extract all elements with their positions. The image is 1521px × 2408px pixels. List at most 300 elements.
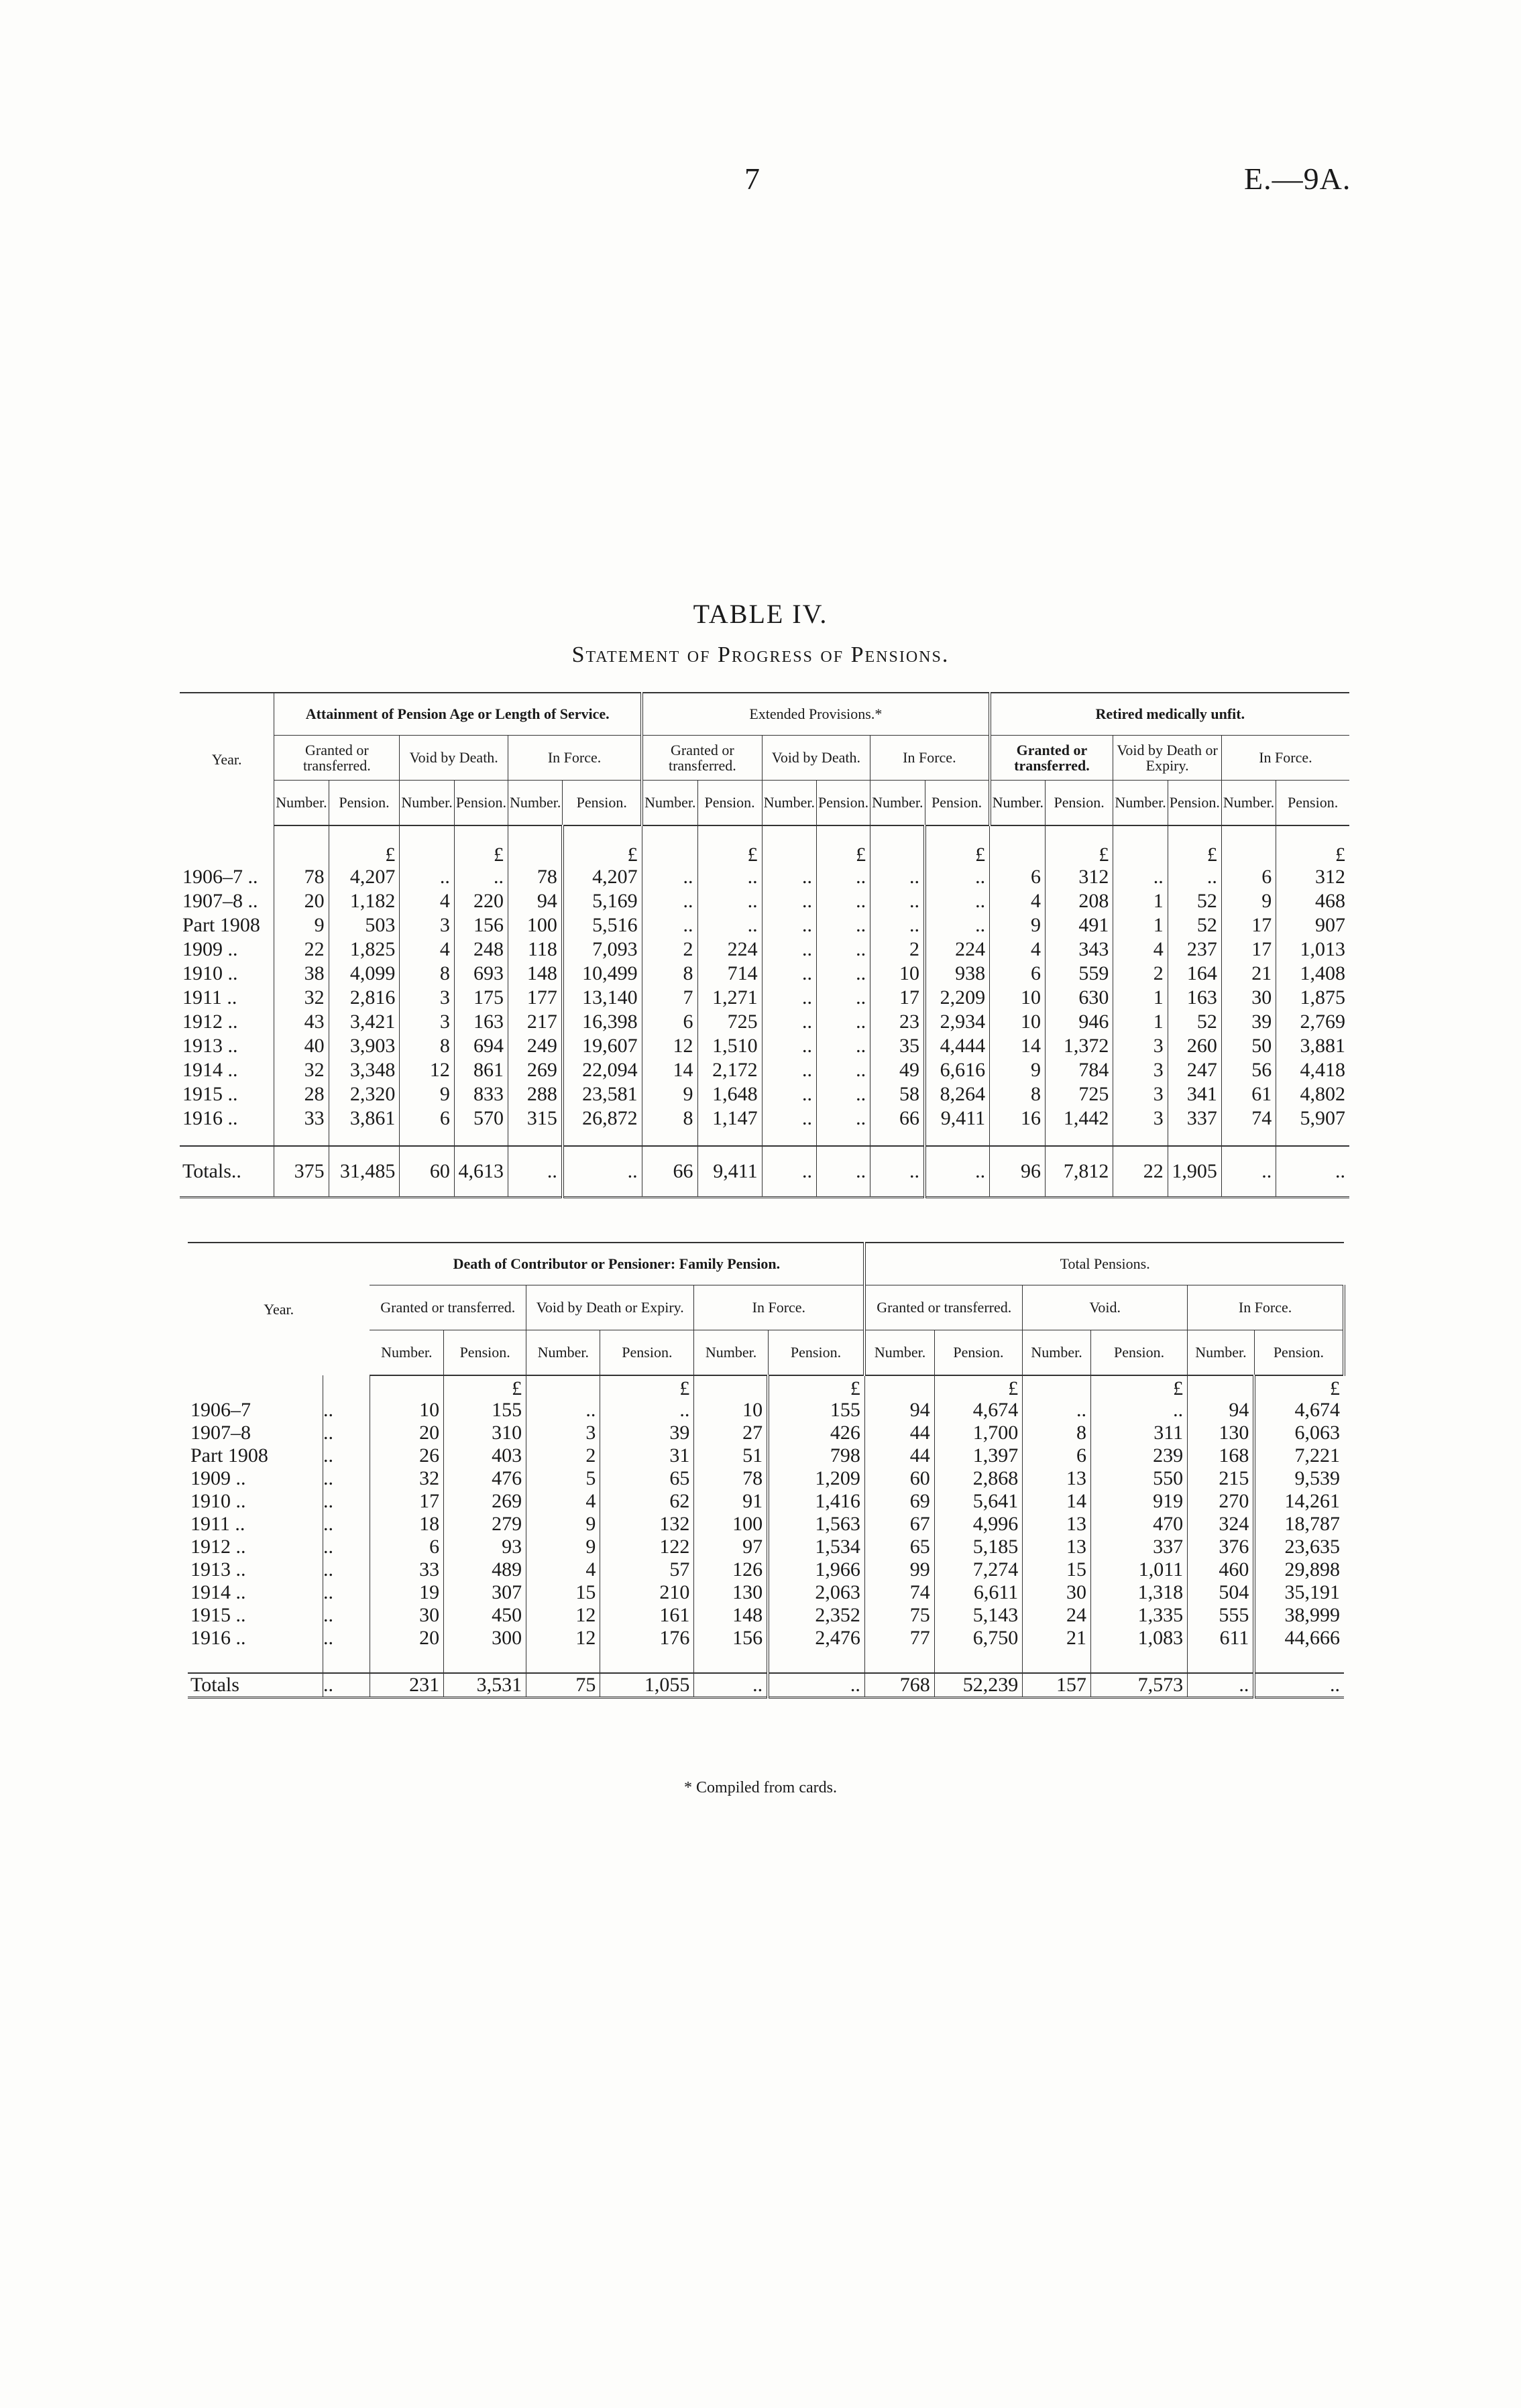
table-cell: .. bbox=[762, 1082, 816, 1106]
table-cell: 56 bbox=[1221, 1058, 1276, 1082]
row-spacer bbox=[188, 1650, 1344, 1673]
table-cell: 32 bbox=[274, 986, 329, 1010]
table-cell: 1 bbox=[1113, 913, 1168, 937]
table-cell: 33 bbox=[370, 1558, 443, 1581]
currency-symbol bbox=[400, 825, 454, 865]
table-cell: 1,563 bbox=[768, 1513, 864, 1536]
currency-symbol: £ bbox=[1045, 825, 1113, 865]
table-cell: 19,607 bbox=[563, 1034, 642, 1058]
spacer-cell bbox=[1276, 1131, 1349, 1146]
table-cell: 35,191 bbox=[1284, 1581, 1340, 1604]
table-cell: 155 bbox=[768, 1399, 864, 1422]
unit-header: Pension. bbox=[1168, 781, 1221, 826]
year-header: Year. bbox=[180, 693, 274, 825]
currency-symbol: £ bbox=[1335, 843, 1345, 866]
totals-cell: .. bbox=[694, 1673, 768, 1698]
table-cell: 51 bbox=[694, 1444, 768, 1467]
table-cell: .. bbox=[816, 913, 870, 937]
table-cell: 161 bbox=[600, 1604, 694, 1627]
table-cell: 12 bbox=[526, 1627, 600, 1650]
currency-symbol: £ bbox=[1330, 1377, 1340, 1399]
table-cell: 6 bbox=[1023, 1444, 1091, 1467]
table-cell: 94 bbox=[508, 889, 563, 913]
table-cell: 23,635 bbox=[1284, 1536, 1340, 1558]
table-cell: 1,147 bbox=[697, 1106, 762, 1131]
table-row bbox=[180, 913, 1349, 937]
unit-header: Pension. bbox=[925, 781, 990, 826]
table-row bbox=[188, 1536, 1344, 1558]
table-cell: 3,421 bbox=[329, 1010, 400, 1034]
table-cell: 1,534 bbox=[768, 1536, 864, 1558]
table-cell: 13,140 bbox=[563, 986, 642, 1010]
table-cell: 611 bbox=[1188, 1627, 1255, 1650]
table-cell: 163 bbox=[454, 1010, 508, 1034]
totals-cell: 768 bbox=[864, 1673, 934, 1698]
currency-symbol: £ bbox=[444, 1375, 526, 1399]
table-cell: 224 bbox=[697, 937, 762, 962]
currency-symbol: £ bbox=[1090, 1375, 1187, 1399]
table-cell: 270 bbox=[1188, 1490, 1255, 1513]
table-row bbox=[188, 1467, 1344, 1490]
table-cell: 503 bbox=[329, 913, 400, 937]
table-cell: 49 bbox=[870, 1058, 925, 1082]
table-cell: 9 bbox=[400, 1082, 454, 1106]
table-cell: 3 bbox=[1113, 1058, 1168, 1082]
table-cell: 217 bbox=[508, 1010, 563, 1034]
table-cell: .. bbox=[323, 1422, 370, 1444]
table-cell: 1,648 bbox=[697, 1082, 762, 1106]
currency-symbol bbox=[870, 825, 925, 865]
table-cell: 310 bbox=[444, 1422, 526, 1444]
table-cell: 315 bbox=[508, 1106, 563, 1131]
table-cell: 725 bbox=[697, 1010, 762, 1034]
unit-header: Number. bbox=[1113, 781, 1168, 826]
page-number: 7 bbox=[744, 162, 760, 196]
table-cell: 132 bbox=[600, 1513, 694, 1536]
spacer-cell bbox=[400, 1131, 454, 1146]
unit-header: Pension. bbox=[563, 781, 642, 826]
table-cell: 44,666 bbox=[1284, 1627, 1340, 1650]
table-row bbox=[180, 865, 1349, 889]
table-cell: 5,185 bbox=[934, 1536, 1022, 1558]
table-cell: 324 bbox=[1188, 1513, 1255, 1536]
table-cell: 2,320 bbox=[329, 1082, 400, 1106]
table-cell: 8 bbox=[642, 1106, 697, 1131]
unit-header: Number. bbox=[508, 781, 563, 826]
table-cell: 4 bbox=[400, 937, 454, 962]
totals-cell: .. bbox=[563, 1146, 642, 1198]
spacer-cell bbox=[370, 1650, 443, 1673]
table-cell: 16 bbox=[990, 1106, 1046, 1131]
table-cell: 4,996 bbox=[934, 1513, 1022, 1536]
table-cell: 248 bbox=[454, 937, 508, 962]
year-header: Year. bbox=[188, 1243, 370, 1375]
table-cell: .. bbox=[1113, 865, 1168, 889]
table-cell: 44 bbox=[864, 1422, 934, 1444]
spacer-cell bbox=[563, 1131, 642, 1146]
table-cell: 6 bbox=[1221, 865, 1276, 889]
table-cell: 23,581 bbox=[563, 1082, 642, 1106]
spacer-cell bbox=[990, 1131, 1046, 1146]
table-cell: 26 bbox=[370, 1444, 443, 1467]
unit-header: Number. bbox=[1221, 781, 1276, 826]
unit-header: Number. bbox=[870, 781, 925, 826]
totals-cell: 1,905 bbox=[1168, 1146, 1221, 1198]
table-cell: 10,499 bbox=[563, 962, 642, 986]
unit-header: Number. bbox=[762, 781, 816, 826]
table-cell: .. bbox=[323, 1444, 370, 1467]
table-row bbox=[180, 1010, 1349, 1034]
table-cell: 279 bbox=[444, 1513, 526, 1536]
currency-symbol bbox=[274, 825, 329, 865]
table-cell: 30 bbox=[1221, 986, 1276, 1010]
table-cell: 1,442 bbox=[1045, 1106, 1113, 1131]
currency-symbol bbox=[508, 825, 563, 865]
table-cell: 476 bbox=[444, 1467, 526, 1490]
table-subtitle: Statement of Progress of Pensions. bbox=[571, 642, 950, 667]
table-cell: 38,999 bbox=[1284, 1604, 1340, 1627]
table-cell: 2 bbox=[1113, 962, 1168, 986]
table-cell: 8 bbox=[990, 1082, 1046, 1106]
table-cell: 468 bbox=[1315, 890, 1345, 913]
table-cell: 1 bbox=[1113, 1010, 1168, 1034]
subgroup-header: In Force. bbox=[1188, 1285, 1344, 1330]
currency-symbol: £ bbox=[816, 825, 870, 865]
table-row bbox=[180, 986, 1349, 1010]
table-cell: 7 bbox=[642, 986, 697, 1010]
row-year: 1911 .. bbox=[180, 986, 274, 1010]
table-cell: 91 bbox=[694, 1490, 768, 1513]
table-cell: 175 bbox=[454, 986, 508, 1010]
table-cell: 10 bbox=[990, 1010, 1046, 1034]
table-cell: 148 bbox=[694, 1604, 768, 1627]
row-year: 1910 .. bbox=[188, 1490, 323, 1513]
spacer-cell bbox=[925, 1131, 990, 1146]
table-cell: 4,674 bbox=[1294, 1399, 1340, 1422]
table-cell: 43 bbox=[274, 1010, 329, 1034]
table-cell: 4,444 bbox=[925, 1034, 990, 1058]
table-cell: 249 bbox=[508, 1034, 563, 1058]
table-cell: 9 bbox=[526, 1513, 600, 1536]
table-cell: 6 bbox=[642, 1010, 697, 1034]
group-header-family-pension: Death of Contributor or Pensioner: Family Pension. bbox=[370, 1243, 864, 1285]
spacer-cell bbox=[1045, 1131, 1113, 1146]
row-year: 1907–8 .. bbox=[180, 889, 274, 913]
row-year: 1911 .. bbox=[188, 1513, 323, 1536]
totals-cell: .. bbox=[1221, 1146, 1276, 1198]
table-cell: 52 bbox=[1168, 1010, 1221, 1034]
table-cell: 1,397 bbox=[934, 1444, 1022, 1467]
table-cell: .. bbox=[762, 1058, 816, 1082]
subgroup-header: Granted or transferred. bbox=[274, 736, 400, 781]
table-cell: 5,143 bbox=[934, 1604, 1022, 1627]
table-cell: .. bbox=[762, 986, 816, 1010]
table-cell: 78 bbox=[694, 1467, 768, 1490]
spacer-cell bbox=[762, 1131, 816, 1146]
row-year: 1912 .. bbox=[180, 1010, 274, 1034]
table-cell: .. bbox=[816, 986, 870, 1010]
table-cell: .. bbox=[323, 1513, 370, 1536]
table-cell: 470 bbox=[1090, 1513, 1187, 1536]
unit-header: Pension. bbox=[1090, 1330, 1187, 1376]
table-cell: 489 bbox=[444, 1558, 526, 1581]
table-row bbox=[180, 1082, 1349, 1106]
totals-cell: 31,485 bbox=[329, 1146, 400, 1198]
table-cell: 31 bbox=[600, 1444, 694, 1467]
table-cell: 1,372 bbox=[1045, 1034, 1113, 1058]
table-cell: 450 bbox=[444, 1604, 526, 1627]
totals-row bbox=[188, 1673, 1344, 1698]
unit-header: Pension. bbox=[1276, 781, 1349, 826]
table-cell: .. bbox=[1023, 1399, 1091, 1422]
table-cell: 4,207 bbox=[563, 865, 642, 889]
table-cell: 8 bbox=[400, 1034, 454, 1058]
table-row bbox=[188, 1604, 1344, 1627]
totals-cell: 231 bbox=[370, 1673, 443, 1698]
totals-cell: 9,411 bbox=[697, 1146, 762, 1198]
table-row bbox=[180, 1034, 1349, 1058]
table-cell: .. bbox=[816, 1010, 870, 1034]
table-cell: 20 bbox=[274, 889, 329, 913]
table-cell: 10 bbox=[370, 1399, 443, 1422]
table-cell: 1,011 bbox=[1090, 1558, 1187, 1581]
table-cell: .. bbox=[816, 889, 870, 913]
spacer-cell bbox=[934, 1650, 1022, 1673]
unit-header: Number. bbox=[400, 781, 454, 826]
table-cell: 5,516 bbox=[563, 913, 642, 937]
table-cell: 65 bbox=[600, 1467, 694, 1490]
table-cell: 58 bbox=[870, 1082, 925, 1106]
currency-symbol bbox=[990, 825, 1046, 865]
currency-symbol bbox=[694, 1375, 768, 1399]
table-cell: 3 bbox=[400, 986, 454, 1010]
table-cell: 1 bbox=[1113, 986, 1168, 1010]
table-cell: 5,907 bbox=[1300, 1107, 1345, 1130]
table-cell: .. bbox=[323, 1581, 370, 1604]
unit-header: Pension. bbox=[697, 781, 762, 826]
group-header-retired-medically-unfit: Retired medically unfit. bbox=[990, 693, 1349, 736]
table-cell: 12 bbox=[642, 1034, 697, 1058]
table-cell: 3 bbox=[400, 913, 454, 937]
table-cell: 74 bbox=[864, 1581, 934, 1604]
table-cell: 6 bbox=[370, 1536, 443, 1558]
table-cell: 65 bbox=[864, 1536, 934, 1558]
table-cell: 148 bbox=[508, 962, 563, 986]
spacer-cell bbox=[1113, 1131, 1168, 1146]
table-cell: .. bbox=[400, 865, 454, 889]
totals-cell: 7,812 bbox=[1045, 1146, 1113, 1198]
table-cell: 16,398 bbox=[563, 1010, 642, 1034]
table-cell: 2,209 bbox=[925, 986, 990, 1010]
table-cell: 39 bbox=[1221, 1010, 1276, 1034]
table-cell: 118 bbox=[508, 937, 563, 962]
spacer-cell bbox=[864, 1650, 934, 1673]
spacer-cell bbox=[1090, 1650, 1187, 1673]
group-header-total-pensions: Total Pensions. bbox=[864, 1243, 1344, 1285]
row-year: 1916 .. bbox=[188, 1627, 323, 1650]
table-cell: 3 bbox=[1113, 1034, 1168, 1058]
table-cell: 300 bbox=[444, 1627, 526, 1650]
row-year: 1909 .. bbox=[188, 1467, 323, 1490]
table-cell: .. bbox=[816, 1034, 870, 1058]
totals-cell: 4,613 bbox=[454, 1146, 508, 1198]
table-cell: 21 bbox=[1023, 1627, 1091, 1650]
table-cell: .. bbox=[323, 1467, 370, 1490]
table-cell: 2,868 bbox=[934, 1467, 1022, 1490]
table-row bbox=[180, 1106, 1349, 1131]
spacer-cell bbox=[870, 1131, 925, 1146]
unit-header: Number. bbox=[1023, 1330, 1091, 1376]
table-cell: 504 bbox=[1188, 1581, 1255, 1604]
table-cell: 44 bbox=[864, 1444, 934, 1467]
unit-header: Pension. bbox=[600, 1330, 694, 1376]
table-cell: 22,094 bbox=[563, 1058, 642, 1082]
unit-header: Pension. bbox=[329, 781, 400, 826]
unit-header: Number. bbox=[642, 781, 697, 826]
table-cell: 2,352 bbox=[768, 1604, 864, 1627]
table-cell: 17 bbox=[1221, 913, 1276, 937]
row-year: 1907–8 bbox=[188, 1422, 323, 1444]
table-cell: 312 bbox=[1315, 866, 1345, 888]
table-cell: 559 bbox=[1045, 962, 1113, 986]
table-cell: 312 bbox=[1045, 865, 1113, 889]
spacer-cell bbox=[526, 1650, 600, 1673]
currency-symbol bbox=[1113, 825, 1168, 865]
table-cell: 6 bbox=[990, 962, 1046, 986]
table-cell: 6,750 bbox=[934, 1627, 1022, 1650]
table-cell: 3 bbox=[1113, 1106, 1168, 1131]
row-year: 1910 .. bbox=[180, 962, 274, 986]
table-row bbox=[188, 1513, 1344, 1536]
currency-symbol: £ bbox=[697, 825, 762, 865]
table-cell: .. bbox=[816, 1082, 870, 1106]
table-cell: 4 bbox=[1113, 937, 1168, 962]
table-cell: 155 bbox=[444, 1399, 526, 1422]
subgroup-header: Granted or transferred. bbox=[990, 736, 1113, 781]
table-cell: 66 bbox=[870, 1106, 925, 1131]
table-cell: 14,261 bbox=[1284, 1490, 1340, 1513]
totals-cell: 52,239 bbox=[934, 1673, 1022, 1698]
table-cell: 10 bbox=[870, 962, 925, 986]
spacer-cell bbox=[329, 1131, 400, 1146]
table-cell: 77 bbox=[864, 1627, 934, 1650]
table-row bbox=[188, 1558, 1344, 1581]
group-header-extended-provisions: Extended Provisions.* bbox=[642, 693, 989, 736]
table-cell: .. bbox=[1168, 865, 1221, 889]
table-cell: 4 bbox=[526, 1558, 600, 1581]
table-cell: 1,966 bbox=[768, 1558, 864, 1581]
table-cell: 555 bbox=[1188, 1604, 1255, 1627]
table-cell: 426 bbox=[768, 1422, 864, 1444]
totals-cell: 22 bbox=[1113, 1146, 1168, 1198]
unit-header: Number. bbox=[370, 1330, 443, 1376]
table-cell: 694 bbox=[454, 1034, 508, 1058]
table-cell: 164 bbox=[1168, 962, 1221, 986]
table-cell: 94 bbox=[864, 1399, 934, 1422]
totals-label: Totals.. bbox=[180, 1146, 274, 1198]
table-cell: 9 bbox=[526, 1536, 600, 1558]
table-cell: 3,861 bbox=[329, 1106, 400, 1131]
table-cell: 3,881 bbox=[1300, 1035, 1345, 1057]
table-cell: .. bbox=[323, 1604, 370, 1627]
table-cell: .. bbox=[762, 889, 816, 913]
row-year: 1914 .. bbox=[180, 1058, 274, 1082]
totals-cell: .. bbox=[508, 1146, 563, 1198]
table-row bbox=[180, 1058, 1349, 1082]
table-row bbox=[188, 1399, 1344, 1422]
table-cell: 30 bbox=[1023, 1581, 1091, 1604]
table-cell: 9,539 bbox=[1294, 1467, 1340, 1490]
table-cell: 269 bbox=[508, 1058, 563, 1082]
table-cell: 20 bbox=[370, 1627, 443, 1650]
spacer-cell bbox=[600, 1650, 694, 1673]
table-cell: .. bbox=[816, 937, 870, 962]
unit-header: Pension. bbox=[816, 781, 870, 826]
table-cell: 18,787 bbox=[1284, 1513, 1340, 1536]
table-cell: 6 bbox=[400, 1106, 454, 1131]
table-cell: 343 bbox=[1045, 937, 1113, 962]
table-cell: 60 bbox=[864, 1467, 934, 1490]
table-cell: 570 bbox=[454, 1106, 508, 1131]
subgroup-header: Void by Death or Expiry. bbox=[1113, 736, 1222, 781]
table-cell: 403 bbox=[444, 1444, 526, 1467]
table-cell: 210 bbox=[600, 1581, 694, 1604]
table-cell: 460 bbox=[1188, 1558, 1255, 1581]
totals-cell: 66 bbox=[642, 1146, 697, 1198]
table-cell: 269 bbox=[444, 1490, 526, 1513]
table-cell: .. bbox=[762, 1010, 816, 1034]
table-cell: 288 bbox=[508, 1082, 563, 1106]
totals-cell: .. bbox=[323, 1673, 370, 1698]
table-cell: 550 bbox=[1090, 1467, 1187, 1490]
table-cell: 1,700 bbox=[934, 1422, 1022, 1444]
currency-symbol bbox=[1221, 825, 1276, 865]
table-cell: 3 bbox=[1113, 1082, 1168, 1106]
table-cell: 39 bbox=[600, 1422, 694, 1444]
table-cell: 32 bbox=[274, 1058, 329, 1082]
totals-cell: .. bbox=[1276, 1146, 1349, 1198]
table-cell: 100 bbox=[694, 1513, 768, 1536]
subgroup-header: Void by Death. bbox=[762, 736, 870, 781]
table-cell: 100 bbox=[508, 913, 563, 937]
spacer-cell bbox=[768, 1650, 864, 1673]
table-cell: 23 bbox=[870, 1010, 925, 1034]
table-cell: 24 bbox=[1023, 1604, 1091, 1627]
table-cell: 156 bbox=[694, 1627, 768, 1650]
table-cell: 4,207 bbox=[329, 865, 400, 889]
table-cell: 78 bbox=[508, 865, 563, 889]
table-cell: 1,416 bbox=[768, 1490, 864, 1513]
table-cell: 5,641 bbox=[934, 1490, 1022, 1513]
table-cell: 1,083 bbox=[1090, 1627, 1187, 1650]
table-cell: 8 bbox=[1023, 1422, 1091, 1444]
page-reference: E.—9A. bbox=[1244, 162, 1351, 196]
table-cell: 1,318 bbox=[1090, 1581, 1187, 1604]
spacer-cell bbox=[1221, 1131, 1276, 1146]
table-cell: 2 bbox=[870, 937, 925, 962]
table-cell: 2,816 bbox=[329, 986, 400, 1010]
table-cell: 18 bbox=[370, 1513, 443, 1536]
table-cell: 2,934 bbox=[925, 1010, 990, 1034]
table-row bbox=[188, 1444, 1344, 1467]
table-cell: 2 bbox=[526, 1444, 600, 1467]
table-cell: 15 bbox=[1023, 1558, 1091, 1581]
spacer-cell bbox=[274, 1131, 329, 1146]
table-cell: .. bbox=[697, 913, 762, 937]
table-cell: 938 bbox=[925, 962, 990, 986]
subgroup-header: In Force. bbox=[870, 736, 990, 781]
totals-cell: 1,055 bbox=[600, 1673, 694, 1698]
